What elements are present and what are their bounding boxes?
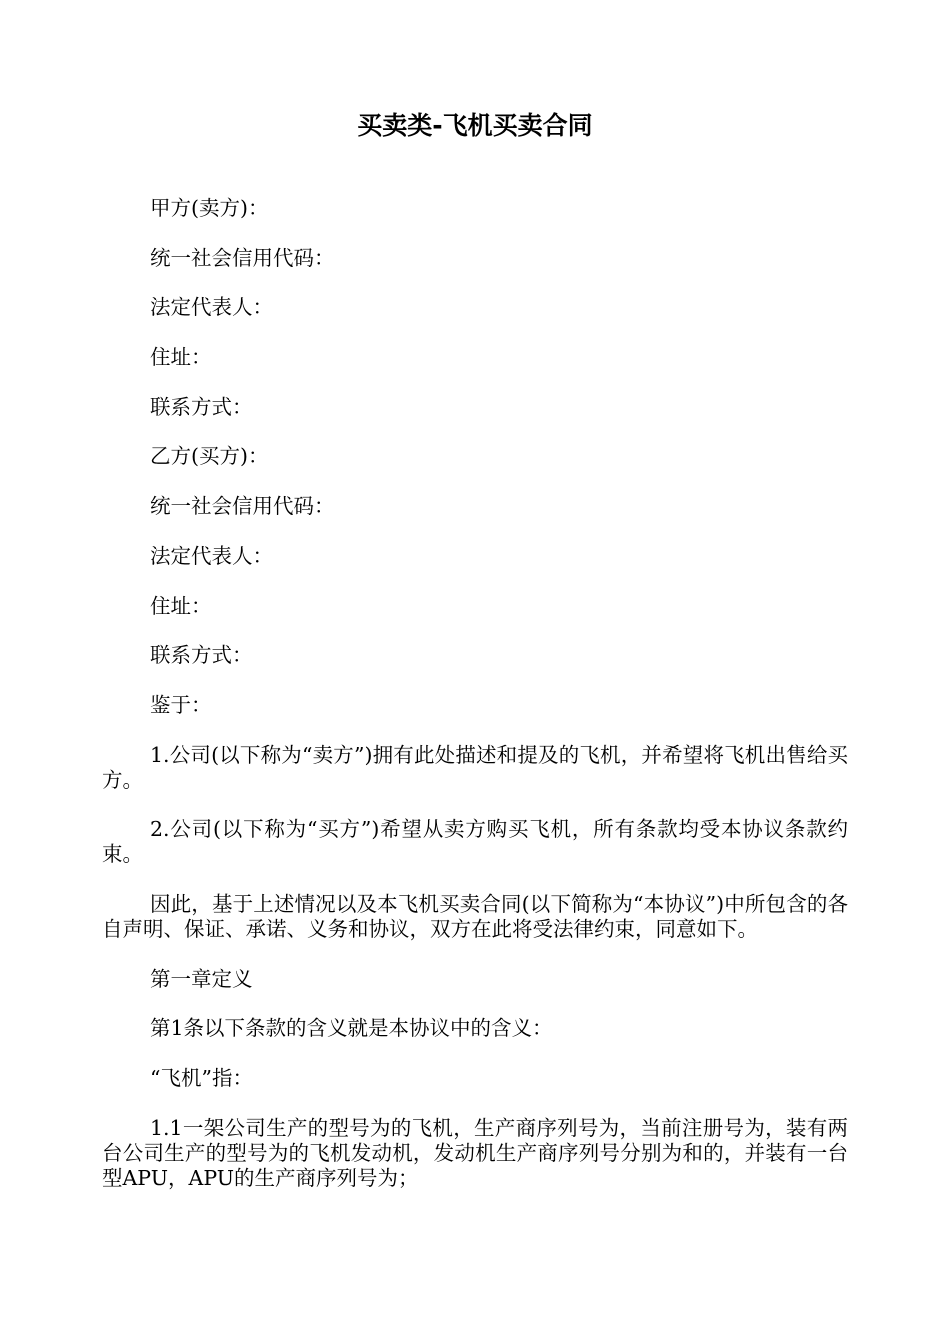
seller-party-label: 甲方(卖方)： — [150, 196, 269, 220]
aircraft-definition-heading: “飞机”指： — [150, 1066, 253, 1090]
buyer-credit-code-label: 统一社会信用代码： — [150, 494, 335, 519]
seller-legal-rep-label: 法定代表人： — [150, 295, 273, 320]
document-body — [102, 196, 848, 1191]
buyer-legal-rep-label: 法定代表人： — [150, 543, 273, 568]
buyer-contact-label: 联系方式： — [150, 643, 253, 668]
recital-1: 1.公司(以下称为“卖方”)拥有此处描述和提及的飞机，并希望将飞机出售给买方。 — [102, 742, 848, 792]
document-title: 买卖类-飞机买卖合同 — [357, 111, 593, 140]
definition-1-1: 1.1一架公司生产的型号为的飞机，生产商序列号为，当前注册号为，装有两台公司生产的型号为的飞机发动机，发动机生产商序列号分别为和的，并装有一台型APU，APU的生产商序列号为； — [102, 1115, 848, 1190]
chapter-heading: 第一章定义 — [150, 966, 253, 991]
whereas-heading: 鉴于： — [150, 692, 212, 717]
agreement-clause: 因此，基于上述情况以及本飞机买卖合同(以下简称为“本协议”)中所包含的各自声明、保证、承诺、义务和协议，双方在此将受法律约束，同意如下。 — [102, 891, 848, 941]
recital-2: 2.公司(以下称为“买方”)希望从卖方购买飞机，所有条款均受本协议条款约束。 — [102, 817, 848, 867]
buyer-party-label: 乙方(买方)： — [150, 444, 269, 469]
buyer-address-label: 住址： — [150, 593, 212, 618]
seller-credit-code-label: 统一社会信用代码： — [150, 245, 335, 270]
seller-address-label: 住址： — [150, 345, 212, 370]
seller-contact-label: 联系方式： — [150, 394, 253, 419]
article-1: 第1条以下条款的含义就是本协议中的含义： — [150, 1016, 553, 1041]
